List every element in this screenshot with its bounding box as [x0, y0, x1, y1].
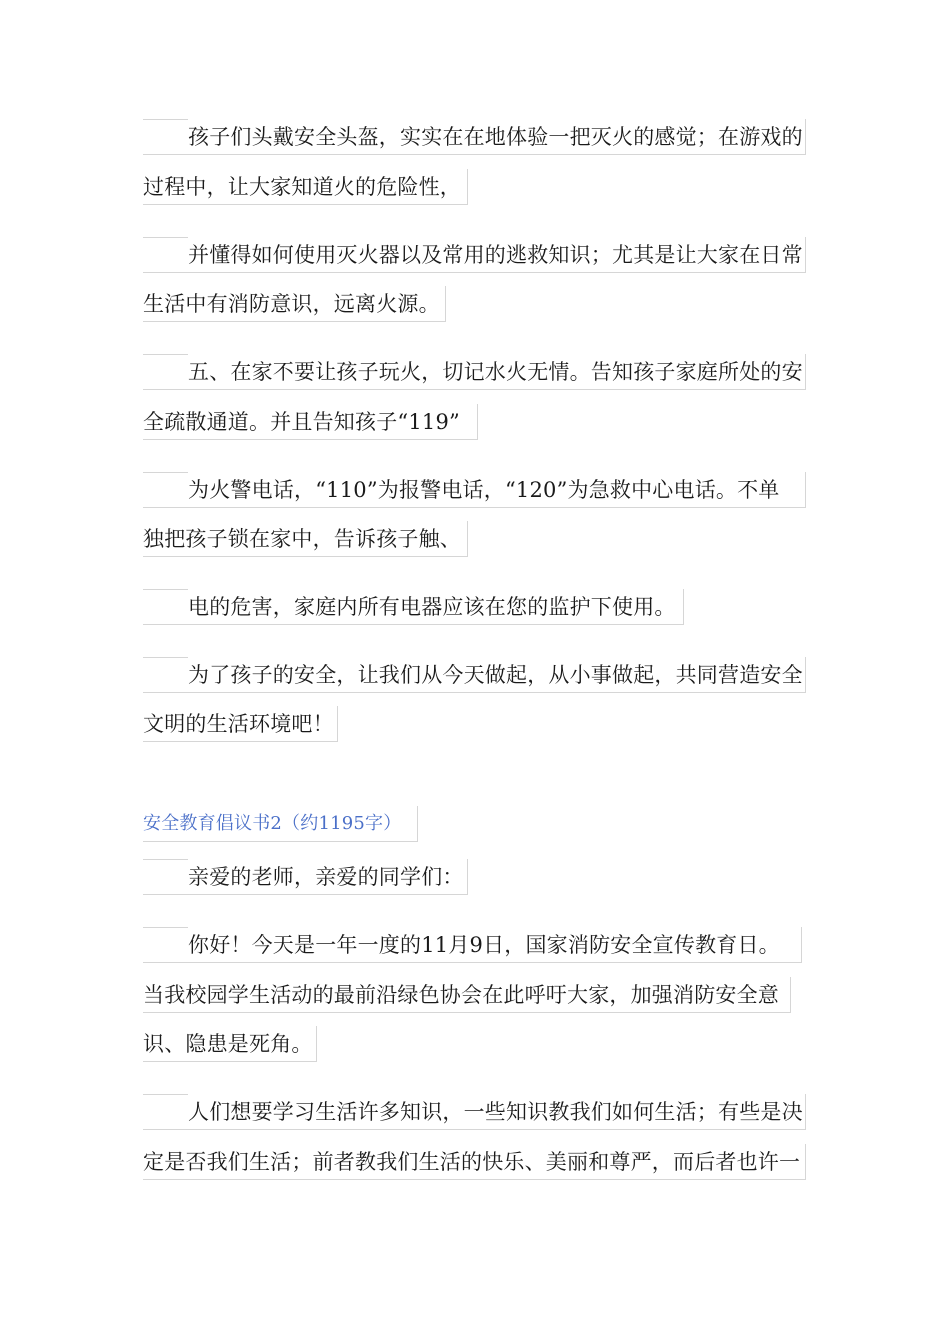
paragraph-line: 为火警电话，“110”为报警电话，“120”为急救中心电话。不单	[143, 472, 806, 508]
paragraph-line: 人们想要学习生活许多知识，一些知识教我们如何生活；有些是决	[143, 1094, 806, 1130]
paragraph-line: 全疏散通道。并且告知孩子“119”	[143, 404, 478, 440]
paragraph-line: 为了孩子的安全，让我们从今天做起，从小事做起，共同营造安全	[143, 657, 806, 693]
paragraph-line: 生活中有消防意识，远离火源。	[143, 286, 446, 322]
paragraph-line: 五、在家不要让孩子玩火，切记水火无情。告知孩子家庭所处的安	[143, 354, 806, 390]
paragraph-line: 识、隐患是死角。	[143, 1026, 317, 1062]
section-heading: 安全教育倡议书2（约1195字）	[143, 806, 418, 842]
paragraph-line: 电的危害，家庭内所有电器应该在您的监护下使用。	[143, 589, 684, 625]
paragraph-line: 并懂得如何使用灭火器以及常用的逃救知识；尤其是让大家在日常	[143, 237, 806, 273]
paragraph-line: 当我校园学生活动的最前沿绿色协会在此呼吁大家，加强消防安全意	[143, 977, 791, 1013]
paragraph-line: 孩子们头戴安全头盔，实实在在地体验一把灭火的感觉；在游戏的	[143, 119, 806, 155]
paragraph-line: 你好！今天是一年一度的11月9日，国家消防安全宣传教育日。	[143, 927, 802, 963]
paragraph-line: 独把孩子锁在家中，告诉孩子触、	[143, 521, 468, 557]
greeting-line: 亲爱的老师，亲爱的同学们：	[143, 859, 468, 895]
paragraph-line: 过程中，让大家知道火的危险性，	[143, 169, 468, 205]
paragraph-line: 文明的生活环境吧！	[143, 706, 338, 742]
paragraph-line: 定是否我们生活；前者教我们生活的快乐、美丽和尊严，而后者也许一	[143, 1144, 806, 1180]
